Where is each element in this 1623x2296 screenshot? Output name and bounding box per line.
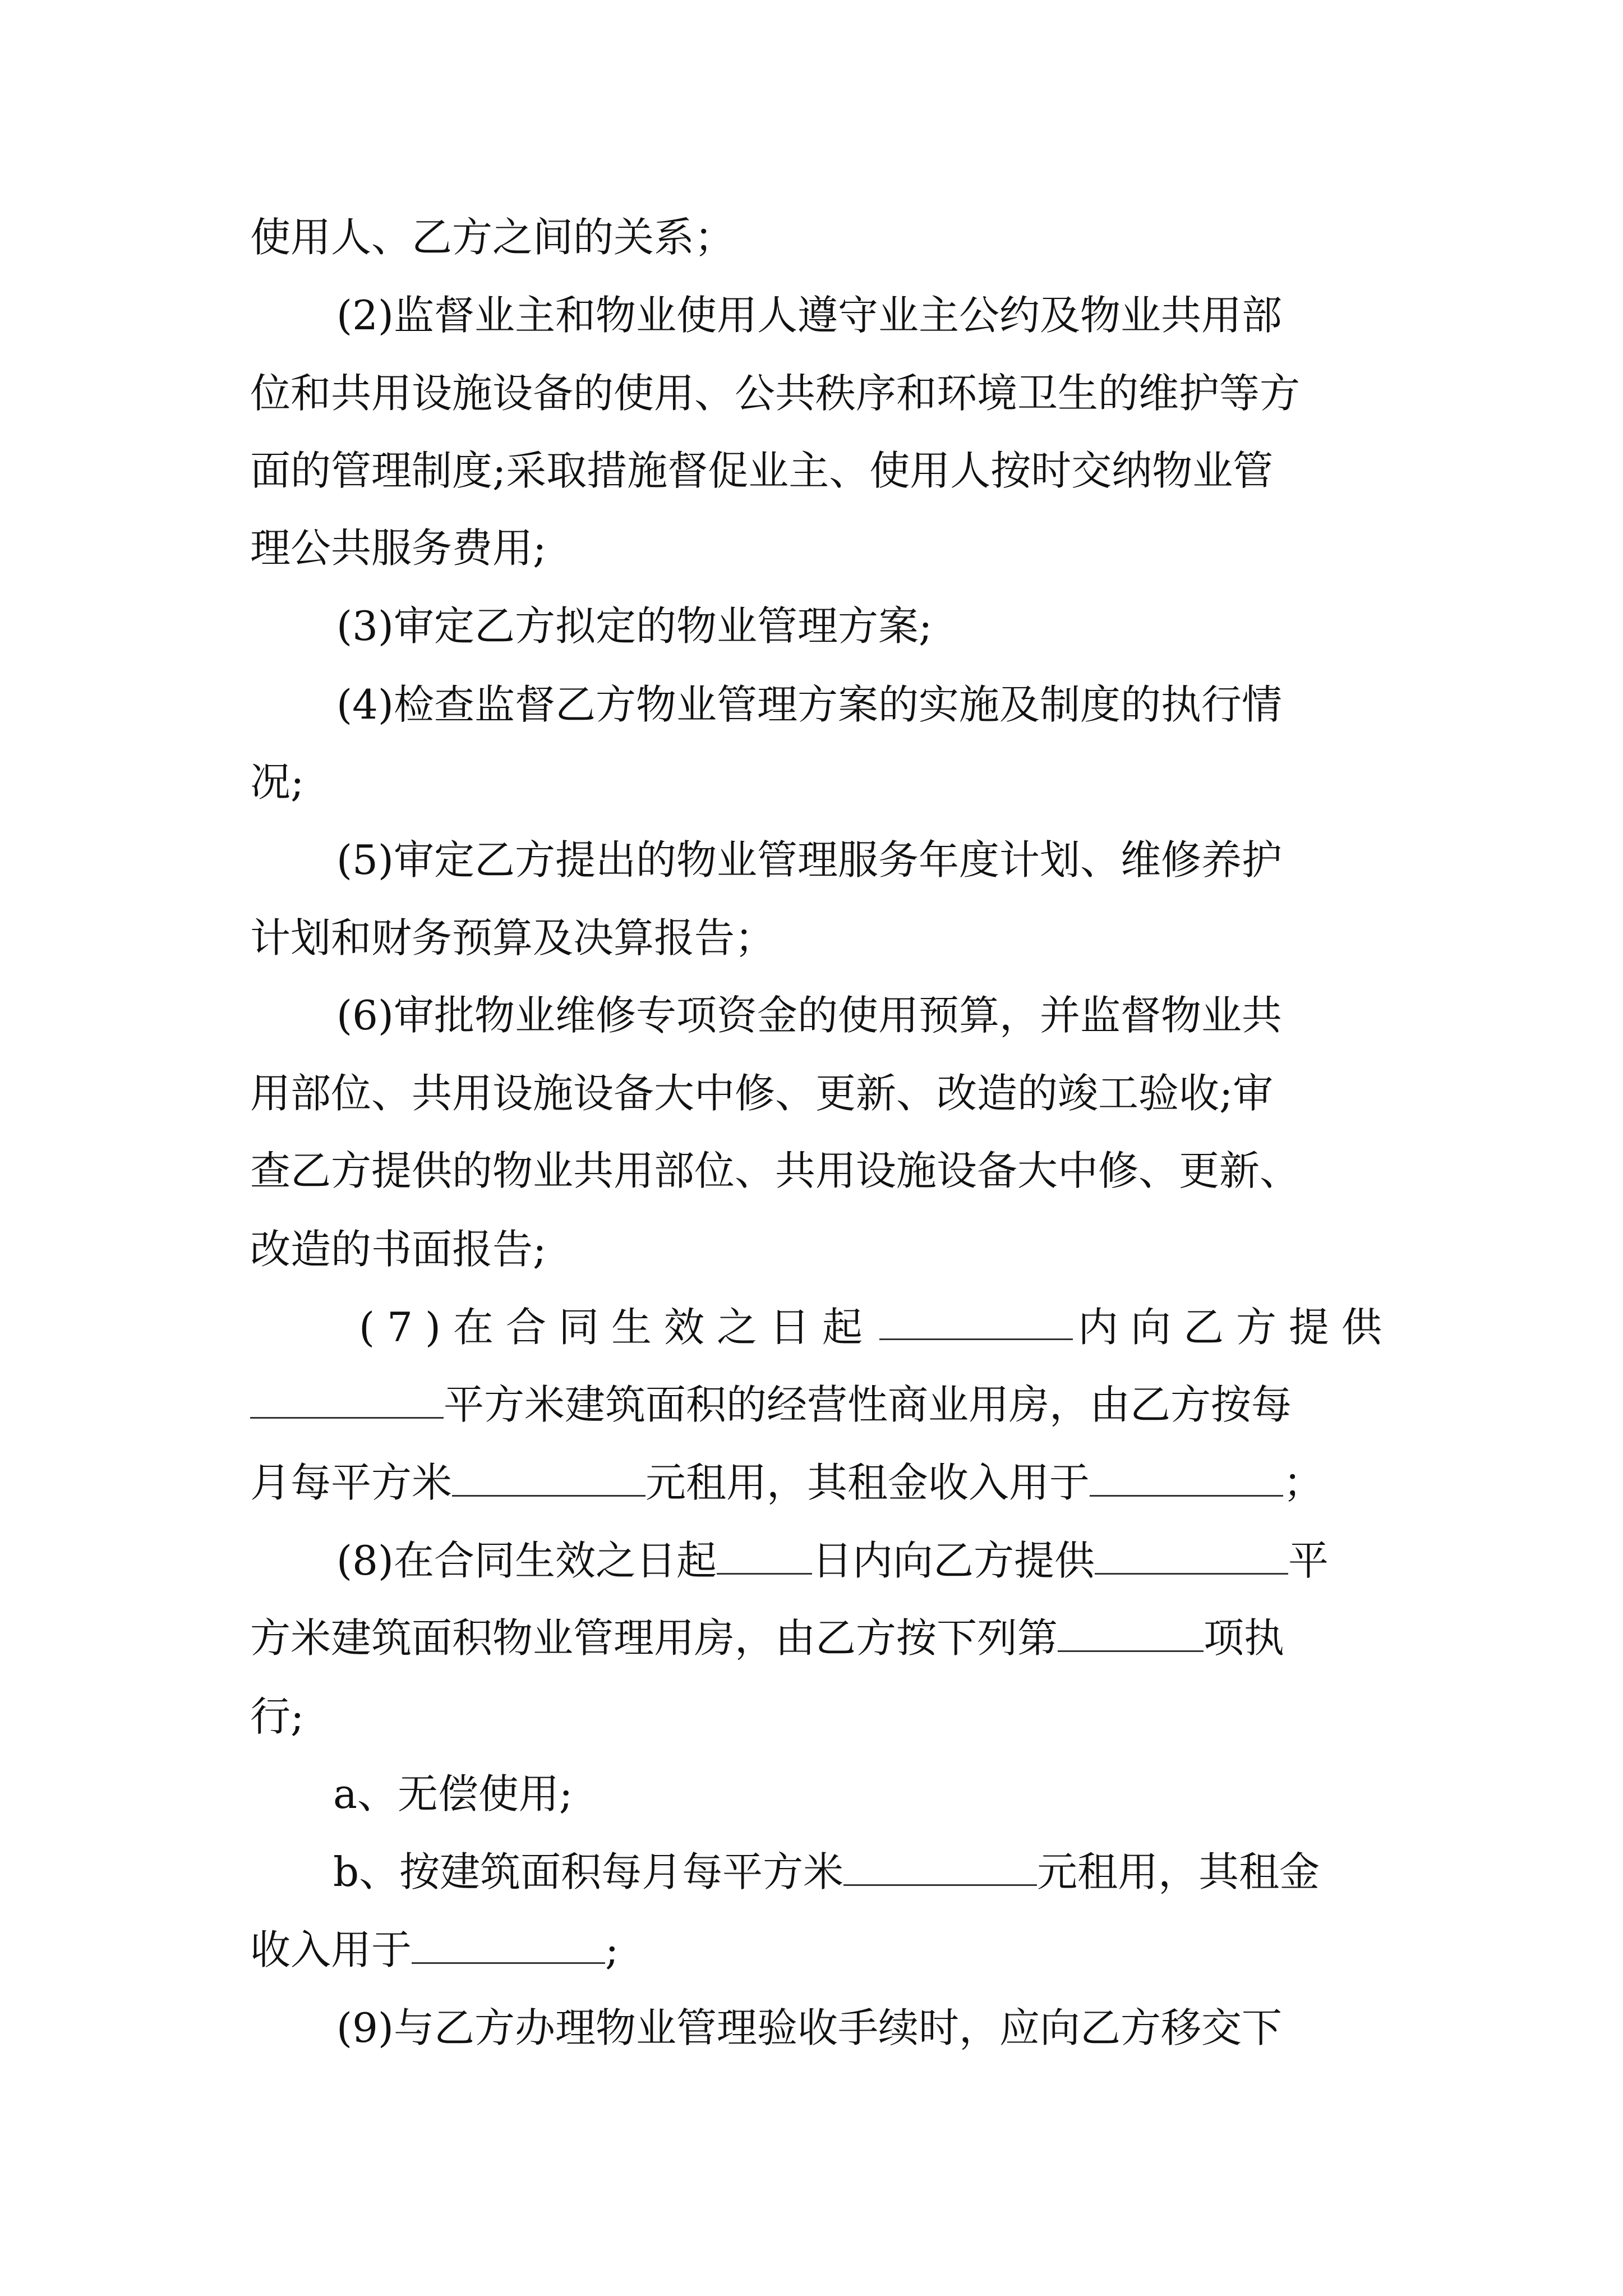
text: (3)审定乙方拟定的物业管理方案; — [336, 602, 933, 650]
text-line — [250, 1143, 1394, 1199]
text: 收入用于 — [250, 1926, 412, 1973]
fill-in-blank — [1090, 1456, 1283, 1497]
text: (2)监督业主和物业使用人遵守业主公约及物业共用部 — [336, 292, 1282, 339]
text: ; — [605, 1926, 619, 1973]
text: 行; — [250, 1693, 305, 1740]
text: 方米建筑面积物业管理用房，由乙方按下列第 — [250, 1614, 1058, 1662]
text-line — [250, 520, 1394, 576]
text-line — [250, 1377, 1394, 1433]
text: 元租用，其租金收入用于 — [645, 1459, 1090, 1506]
fill-in-blank — [250, 1378, 444, 1419]
text: 日内向乙方提供 — [812, 1537, 1095, 1584]
fill-in-blank — [879, 1299, 1073, 1340]
text-line — [333, 1844, 1394, 1900]
text: (5)审定乙方提出的物业管理服务年度计划、维修养护 — [336, 836, 1282, 884]
text-line — [250, 1688, 1394, 1745]
text-line — [250, 209, 1394, 265]
fill-in-blank — [717, 1534, 812, 1575]
text: 面的管理制度;采取措施督促业主、使用人按时交纳物业管 — [250, 447, 1274, 494]
text: b、按建筑面积每月每平方米 — [333, 1848, 844, 1895]
text-line — [336, 287, 1394, 343]
text: 内向乙方提供 — [1077, 1304, 1394, 1351]
text-line — [250, 1221, 1394, 1277]
text: ； — [1283, 1459, 1324, 1506]
text: 平方米建筑面积的经营性商业用房，由乙方按每 — [444, 1381, 1292, 1428]
text-line — [336, 1533, 1394, 1589]
text: 位和共用设施设备的使用、公共秩序和环境卫生的维护等方 — [250, 370, 1301, 417]
fill-in-blank — [412, 1923, 605, 1964]
fill-in-blank — [843, 1845, 1037, 1886]
text: 元租用，其租金 — [1037, 1848, 1320, 1895]
text-line — [336, 677, 1394, 733]
text: (9)与乙方办理物业管理验收手续时，应向乙方移交下 — [336, 2004, 1282, 2051]
text: 使用人、乙方之间的关系； — [250, 214, 735, 261]
text: 理公共服务费用; — [250, 524, 547, 572]
text-line — [336, 832, 1394, 888]
fill-in-blank — [1095, 1534, 1288, 1575]
text-line — [250, 443, 1394, 499]
text-line — [250, 1922, 1394, 1978]
text-line — [359, 1299, 1394, 1355]
text: 况; — [250, 758, 305, 806]
text-line — [336, 2000, 1394, 2056]
text: 项执 — [1204, 1614, 1285, 1662]
text-line — [336, 987, 1394, 1043]
text: 查乙方提供的物业共用部位、共用设施设备大中修、更新、 — [250, 1147, 1301, 1194]
text: 平 — [1288, 1537, 1329, 1584]
text: (4)检查监督乙方物业管理方案的实施及制度的执行情 — [336, 681, 1282, 728]
text: (8)在合同生效之日起 — [336, 1537, 717, 1584]
text: 计划和财务预算及决算报告； — [250, 914, 776, 961]
text-line — [336, 598, 1394, 654]
text-line — [250, 1455, 1394, 1511]
text-line — [250, 754, 1394, 810]
text-line — [333, 1766, 1394, 1822]
text: (6)审批物业维修专项资金的使用预算，并监督物业共 — [336, 992, 1282, 1039]
text-line — [250, 910, 1394, 966]
text: (7)在合同生效之日起 — [359, 1304, 875, 1351]
text: 月每平方米 — [250, 1459, 453, 1506]
fill-in-blank — [452, 1456, 645, 1497]
text-line — [250, 365, 1394, 421]
text-line — [250, 1610, 1394, 1666]
text: 用部位、共用设施设备大中修、更新、改造的竣工验收;审 — [250, 1070, 1274, 1117]
text-line — [250, 1065, 1394, 1121]
text: 改造的书面报告; — [250, 1226, 547, 1273]
text: a、无偿使用; — [333, 1770, 573, 1818]
fill-in-blank — [1058, 1611, 1204, 1652]
